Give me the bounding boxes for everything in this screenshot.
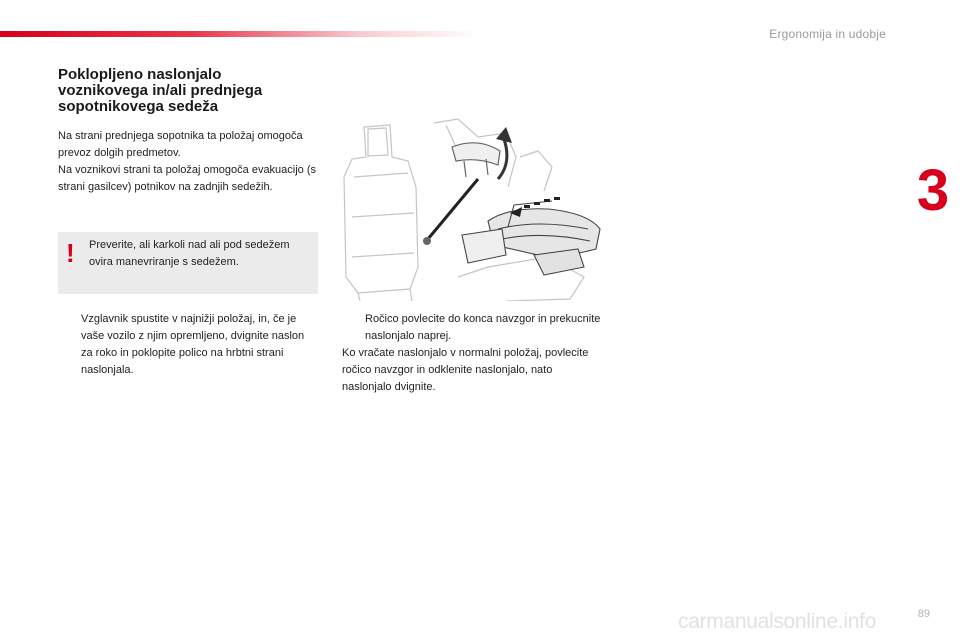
- intro-text: [58, 128, 318, 196]
- chapter-tab: [906, 140, 960, 240]
- page-heading: Poklopljeno naslonjalo voznikovega in/ali prednjega sopotnikovega sedeža: [58, 66, 263, 115]
- right-instruction: [342, 311, 602, 396]
- intro-paragraph: Na voznikovi strani ta položaj omogoča evakuacijo (s strani gasilcev) potnikov na zadnjih sedežih.: [58, 164, 317, 193]
- headrest-shape: [452, 143, 500, 177]
- bullet-text: Ročico povlecite do konca navzgor in prekucnite naslonjalo naprej.: [365, 313, 601, 342]
- return-instruction: Ko vračate naslonjalo v normalni položaj, povlecite ročico navzgor in odklenite naslonjalo, nato naslonjalo dvignite.: [342, 347, 589, 393]
- seat-folding-illustration: [338, 117, 606, 301]
- intro-paragraph: Na strani prednjega sopotnika ta položaj omogoča prevoz dolgih predmetov.: [58, 130, 303, 159]
- bullet-text: Vzglavnik spustite v najnižji položaj, in, če je vaše vozilo z njim opremljeno, dvignite naslon za roko in poklopite polico na hrbtni strani naslonjala.: [81, 313, 305, 376]
- chapter-number: 3: [916, 157, 950, 223]
- warning-text: Preverite, ali karkoli nad ali pod sedežem ovira manevriranje s sedežem.: [89, 239, 290, 268]
- header-accent-bar: [0, 31, 480, 37]
- section-title: Ergonomija in udobje: [769, 27, 886, 41]
- exclamation-icon: !: [66, 238, 75, 268]
- folded-seat-shape: [462, 201, 600, 275]
- left-instruction: [58, 311, 318, 379]
- bullet-icon: [58, 311, 81, 379]
- page-number: 89: [917, 608, 930, 620]
- watermark: carmanualsonline.info: [678, 610, 876, 633]
- warning-box: [58, 232, 318, 294]
- bullet-icon: [342, 311, 365, 345]
